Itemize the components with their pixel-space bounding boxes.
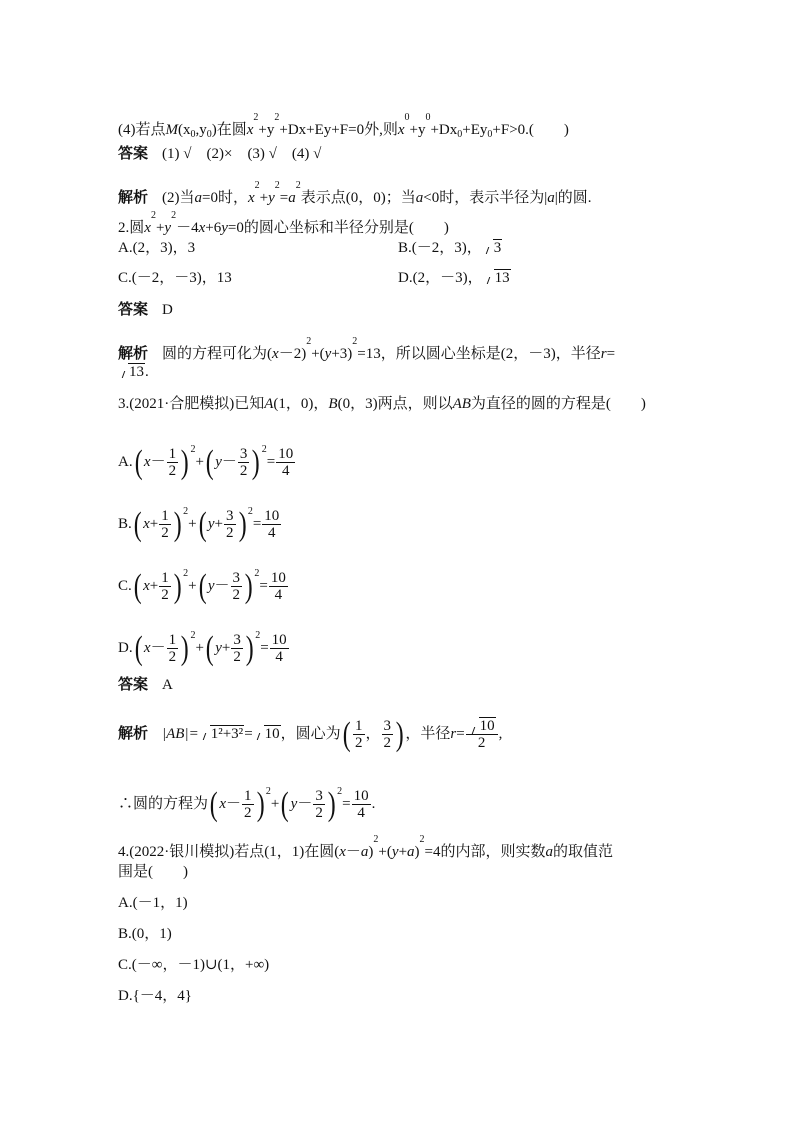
fraction: [466, 718, 498, 751]
numerator: 3: [233, 632, 241, 649]
text: ): [368, 844, 374, 860]
tail2: +Ey: [462, 122, 488, 138]
right-paren: ): [180, 629, 189, 667]
minus: －: [226, 796, 242, 812]
q3-stem: [118, 394, 646, 414]
fraction: [231, 570, 243, 603]
comma: ,: [498, 725, 503, 742]
sup: 2: [183, 568, 189, 579]
denominator: 2: [226, 525, 234, 542]
q4-stem: [118, 830, 613, 862]
numerator: 10: [271, 632, 287, 649]
q4-option-c: [118, 955, 269, 975]
var-y: y: [207, 516, 215, 532]
text: =13，所以圆心坐标是(2，－3)，半径: [357, 346, 601, 362]
q1-answer: [118, 144, 321, 164]
point-m: M: [165, 122, 178, 138]
sup: 2: [419, 834, 425, 845]
sub: 0: [190, 129, 196, 140]
left-paren: (: [281, 785, 289, 823]
right-paren: ): [173, 505, 182, 543]
minus: －: [345, 844, 361, 860]
right-paren: ): [327, 785, 336, 823]
var-a: a: [194, 190, 203, 206]
answer-value: A: [162, 677, 173, 693]
q4-stem-cont: [118, 862, 188, 882]
sqrt-symbol: [119, 362, 145, 382]
sup: 2: [247, 506, 253, 517]
tail3: +F>0.( ): [492, 122, 569, 138]
sign: +: [149, 578, 159, 594]
denominator: 2: [233, 649, 241, 666]
fraction: [224, 508, 236, 541]
plus: +: [270, 796, 280, 812]
plus-y0: +y: [409, 122, 426, 138]
plus-y: +y: [258, 122, 275, 138]
var-r: r: [450, 725, 457, 742]
eq: =: [252, 516, 262, 532]
numerator: 1: [161, 508, 169, 525]
right-paren: ): [252, 443, 261, 481]
numerator: 1: [168, 632, 177, 649]
sup: 2: [255, 630, 261, 641]
text: 2.圆: [118, 220, 145, 236]
q4-option-b: [118, 924, 172, 944]
text: －4: [176, 220, 199, 236]
sub: 0: [487, 129, 493, 140]
left-paren: (: [133, 505, 142, 543]
numerator: 3: [383, 718, 392, 734]
sup: 2: [265, 786, 271, 797]
right-paren: ): [180, 443, 189, 481]
right-paren: ): [256, 785, 265, 823]
sup: 2: [254, 568, 260, 579]
var-y: y: [215, 640, 222, 656]
right-paren: ): [238, 505, 247, 543]
var-y: y: [164, 220, 172, 236]
left-paren: (: [209, 785, 218, 823]
sign: －: [221, 454, 237, 470]
fraction: [269, 570, 288, 603]
option-text: A.(－1，1): [118, 895, 188, 911]
sup: 2: [261, 444, 267, 455]
q2-option-d: [398, 268, 511, 288]
var-a: a: [545, 844, 553, 860]
text: (0，3)两点，则以: [337, 396, 453, 412]
sup: 0: [404, 112, 410, 123]
var-a: a: [407, 844, 415, 860]
var-y: y: [207, 578, 215, 594]
left-paren: (: [133, 567, 142, 605]
var-x: x: [143, 578, 150, 594]
sup: 2: [183, 506, 189, 517]
answer-label: 答案: [118, 302, 149, 318]
sup: 2: [274, 112, 280, 123]
q2-analysis-cont: [118, 362, 149, 382]
var-y: y: [391, 844, 399, 860]
numerator: [466, 718, 498, 735]
sub: 0: [457, 129, 463, 140]
q1-analysis: [118, 176, 592, 208]
denominator: 4: [281, 463, 290, 480]
sup: 2: [352, 336, 358, 347]
radicand: 1²+3²: [210, 725, 244, 742]
therefore-text: ∴圆的方程为: [118, 796, 209, 812]
abs-ab: |AB|=: [162, 725, 199, 742]
left-paren: (: [342, 715, 351, 753]
text: 圆的方程可化为(: [162, 346, 273, 362]
q4-option-d: [118, 986, 192, 1006]
text: =0的圆心坐标和半径分别是( ): [227, 220, 449, 236]
denominator: 4: [274, 587, 283, 604]
numerator: 1: [355, 718, 363, 734]
numerator: 3: [315, 788, 323, 805]
radicand: 10: [264, 725, 280, 742]
sup: 2: [253, 112, 259, 123]
coord-open: (x: [178, 122, 191, 138]
left-paren: (: [134, 443, 143, 481]
option-label: D.: [118, 640, 133, 656]
q3-option-d: [118, 626, 290, 665]
q2-option-b: [398, 238, 502, 258]
eq: =: [342, 796, 351, 812]
fraction: [159, 570, 171, 603]
answer-value: (1) √ (2)× (3) √ (4) √: [162, 146, 322, 162]
denominator: 2: [477, 735, 486, 751]
q4-option-a: [118, 893, 188, 913]
var-x: x: [143, 516, 150, 532]
text: (2)当: [162, 190, 195, 206]
eq: =: [266, 454, 276, 470]
analysis-label: 解析: [118, 190, 149, 206]
denominator: 2: [383, 735, 392, 751]
sqrt-symbol: [254, 724, 281, 744]
analysis-label: 解析: [118, 725, 149, 742]
denominator: 2: [355, 735, 363, 751]
q1-part4: [118, 108, 569, 145]
denominator: 4: [268, 525, 276, 542]
sup: 2: [190, 444, 196, 455]
denominator: 2: [244, 805, 252, 822]
fraction: [167, 632, 179, 665]
sign: －: [150, 640, 166, 656]
numerator: 10: [353, 788, 369, 805]
var-a: a: [547, 190, 555, 206]
answer-value: D: [162, 302, 173, 318]
segment-ab: AB: [452, 396, 471, 412]
q2-option-a: [118, 238, 195, 258]
point-b: B: [328, 396, 338, 412]
q3-conclusion: [118, 782, 375, 821]
var-y: y: [290, 796, 298, 812]
sqrt-symbol: [469, 718, 496, 734]
option-text: D.(2，－3)，: [398, 270, 483, 286]
denominator: 2: [315, 805, 323, 822]
text: +(: [311, 346, 325, 362]
period: .: [371, 796, 376, 812]
sign: +: [214, 516, 223, 532]
plus: +: [155, 220, 165, 236]
sup: 0: [425, 112, 431, 123]
var-x: x: [198, 220, 206, 236]
fraction: [382, 718, 394, 751]
eq: =: [259, 578, 268, 594]
left-paren: (: [198, 505, 207, 543]
sub: 0: [206, 129, 212, 140]
option-label: C.: [118, 578, 132, 594]
sup: 2: [295, 180, 301, 191]
point-a: A: [264, 396, 274, 412]
q3-option-c: [118, 564, 289, 603]
tail: +Dx: [430, 122, 458, 138]
text: =: [606, 346, 616, 362]
var-x0: x: [397, 122, 405, 138]
fraction: [242, 788, 254, 821]
q3-answer: [118, 675, 173, 695]
var-y: y: [268, 190, 275, 206]
sign: +: [221, 640, 231, 656]
fraction: [276, 446, 295, 479]
eq: =: [279, 190, 289, 206]
q2-answer: [118, 300, 173, 320]
option-text: B.(－2，3)，: [398, 240, 482, 256]
sign: －: [150, 454, 166, 470]
text: 4.(2022·银川模拟)若点(1，1)在圆(: [118, 844, 340, 860]
numerator: 3: [232, 570, 241, 587]
text: |的圆.: [554, 190, 592, 206]
numerator: 1: [161, 570, 169, 587]
right-paren: ): [244, 567, 253, 605]
denominator: 2: [168, 463, 177, 480]
fraction: [159, 508, 171, 541]
q3-analysis: [118, 715, 503, 753]
var-x: x: [143, 640, 151, 656]
var-x: x: [143, 454, 151, 470]
radicand: 10: [479, 718, 495, 734]
option-text: B.(0，1): [118, 926, 172, 942]
sqrt-symbol: [483, 238, 503, 258]
q2-stem: [118, 206, 449, 238]
numerator: 10: [278, 446, 294, 463]
option-label: A.: [118, 454, 133, 470]
fraction: [270, 632, 289, 665]
var-a: a: [360, 844, 369, 860]
numerator: 10: [264, 508, 280, 525]
answer-label: 答案: [118, 146, 149, 162]
text: +3): [331, 346, 353, 362]
option-text: C.(－2，－3)，13: [118, 270, 232, 286]
right-paren: ): [245, 629, 254, 667]
radicand: 13: [129, 364, 144, 380]
eq: =: [244, 725, 253, 742]
coord-close: )在圆: [211, 122, 247, 138]
text: 3.(2021·合肥模拟)已知: [118, 396, 265, 412]
sqrt-symbol: [484, 268, 511, 288]
sign: －: [214, 578, 230, 594]
sqrt-symbol: [200, 724, 244, 744]
q2-option-c: [118, 268, 232, 288]
var-x: x: [246, 122, 254, 138]
denominator: 2: [232, 587, 241, 604]
text: －2): [278, 346, 307, 362]
denominator: 2: [168, 649, 177, 666]
sup: 2: [337, 786, 343, 797]
eq-rest: +Dx+Ey+F=0外,则: [279, 122, 398, 138]
answer-label: 答案: [118, 677, 149, 693]
var-x: x: [219, 796, 227, 812]
text: ，半径: [405, 725, 451, 742]
q3-option-a: [118, 440, 296, 479]
plus: +: [398, 844, 408, 860]
option-text: A.(2，3)，3: [118, 240, 196, 256]
text: =4的内部，则实数: [424, 844, 546, 860]
left-paren: (: [134, 629, 143, 667]
coord-comma: ,y: [195, 122, 207, 138]
sign: +: [149, 516, 159, 532]
numerator: 10: [270, 570, 286, 587]
option-text: D.{－4，4}: [118, 988, 192, 1004]
eq: =: [456, 725, 465, 742]
sup: 2: [373, 834, 379, 845]
denominator: 4: [275, 649, 283, 666]
sup: 2: [150, 210, 156, 221]
radicand: 3: [493, 240, 502, 256]
q2-analysis: [118, 332, 615, 364]
plus: +: [188, 516, 197, 532]
part4-label: (4)若点: [118, 122, 166, 138]
var-a: a: [288, 190, 296, 206]
text: ，圆心为: [280, 725, 341, 742]
plus: +: [195, 640, 204, 656]
left-paren: (: [205, 443, 214, 481]
plus: +: [259, 190, 269, 206]
period: .: [145, 364, 149, 380]
numerator: 1: [244, 788, 252, 805]
left-paren: (: [198, 567, 207, 605]
denominator: 4: [357, 805, 365, 822]
text: +6: [205, 220, 222, 236]
radicand: 13: [494, 270, 510, 286]
sup: 2: [190, 630, 196, 641]
minus: －: [297, 796, 313, 812]
fraction: [313, 788, 325, 821]
fraction: [167, 446, 179, 479]
option-text: C.(－∞，－1)∪(1，+∞): [118, 957, 270, 973]
denominator: 2: [239, 463, 248, 480]
sup: 2: [274, 180, 280, 191]
right-paren: ): [173, 567, 182, 605]
fraction: [231, 632, 243, 665]
numerator: 1: [168, 446, 177, 463]
var-r: r: [600, 346, 607, 362]
text: <0时，表示半径为|: [423, 190, 548, 206]
text: 表示点(0，0)；当: [300, 190, 416, 206]
comma: ，: [365, 725, 381, 742]
fraction: [353, 718, 365, 751]
var-x: x: [272, 346, 279, 362]
var-x: x: [247, 190, 255, 206]
fraction: [238, 446, 250, 479]
plus: +: [195, 454, 204, 470]
var-y: y: [324, 346, 332, 362]
analysis-label: 解析: [118, 346, 149, 362]
denominator: 2: [161, 587, 169, 604]
sup: 2: [254, 180, 260, 191]
text: 围是( ): [118, 864, 188, 880]
fraction: [352, 788, 371, 821]
eq: =: [260, 640, 269, 656]
var-a: a: [415, 190, 424, 206]
numerator: 3: [226, 508, 234, 525]
text: 为直径的圆的方程是( ): [470, 396, 646, 412]
option-label: B.: [118, 516, 132, 532]
sup: 2: [306, 336, 312, 347]
text: +(: [378, 844, 392, 860]
text: =0时，: [202, 190, 248, 206]
text: ): [414, 844, 420, 860]
var-y: y: [215, 454, 222, 470]
sup: 2: [171, 210, 177, 221]
var-x: x: [339, 844, 346, 860]
left-paren: (: [205, 629, 214, 667]
plus: +: [188, 578, 197, 594]
text: 的取值范: [553, 844, 614, 860]
fraction: [262, 508, 281, 541]
q3-option-b: [118, 502, 282, 541]
denominator: 2: [161, 525, 169, 542]
var-y: y: [221, 220, 228, 236]
right-paren: ): [395, 715, 404, 753]
var-x: x: [144, 220, 151, 236]
numerator: 3: [239, 446, 248, 463]
text: (1，0)，: [273, 396, 329, 412]
